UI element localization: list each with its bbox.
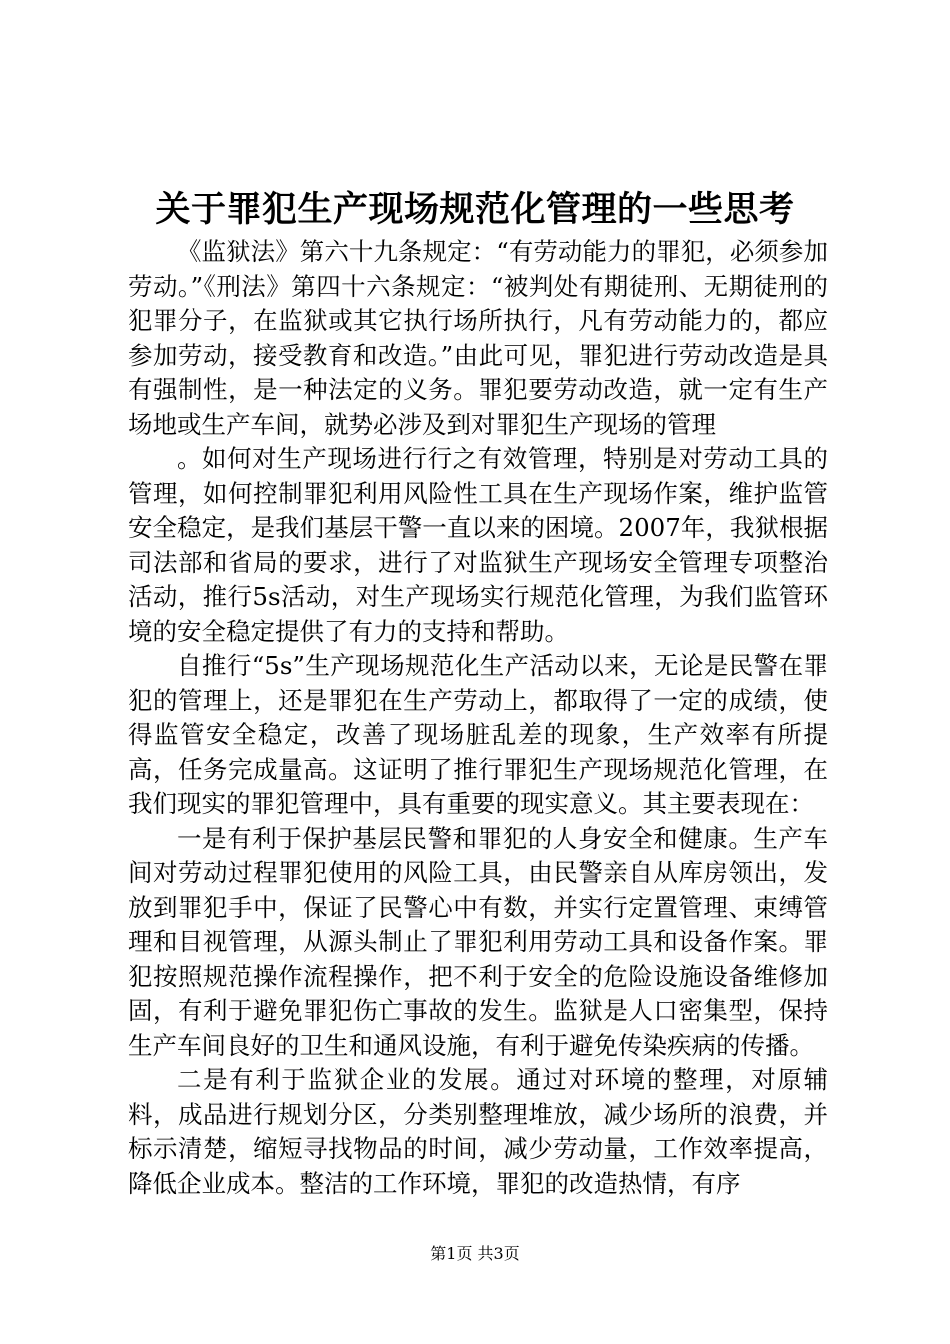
document-title: 关于罪犯生产现场规范化管理的一些思考 xyxy=(155,189,795,230)
paragraph: 自推行“5s”生产现场规范化生产活动以来，无论是民警在罪犯的管理上，还是罪犯在生产劳动上，都取得了一定的成绩，使得监管安全稳定，改善了现场脏乱差的现象，生产效率有所提高，任务完成量高。这证明了推行罪犯生产现场规范化管理，在我们现实的罪犯管理中，具有重要的现实意义。其主要表现在： xyxy=(128,651,828,818)
document-body xyxy=(128,235,828,1201)
paragraph: 二是有利于监狱企业的发展。通过对环境的整理，对原辅料，成品进行规划分区，分类别整理堆放，减少场所的浪费，并标示清楚，缩短寻找物品的时间，减少劳动量，工作效率提高，降低企业成本。整洁的工作环境，罪犯的改造热情，有序 xyxy=(128,1065,828,1198)
page-number-footer: 第1页 共3页 xyxy=(430,1244,520,1263)
paragraph: 一是有利于保护基层民警和罪犯的人身安全和健康。生产车间对劳动过程罪犯使用的风险工具，由民警亲自从库房领出，发放到罪犯手中，保证了民警心中有数，并实行定置管理、束缚管理和目视管理，从源头制止了罪犯利用劳动工具和设备作案。罪犯按照规范操作流程操作，把不利于安全的危险设施设备维修加固，有利于避免罪犯伤亡事故的发生。监狱是人口密集型，保持生产车间良好的卫生和通风设施，有利于避免传染疾病的传播。 xyxy=(128,823,828,1060)
paragraph: 。如何对生产现场进行行之有效管理，特别是对劳动工具的管理，如何控制罪犯利用风险性工具在生产现场作案，维护监管安全稳定，是我们基层干警一直以来的困境。2007年，我狱根据司法部和省局的要求，进行了对监狱生产现场安全管理专项整治活动，推行5s活动，对生产现场实行规范化管理，为我们监管环境的安全稳定提供了有力的支持和帮助。 xyxy=(128,444,828,646)
paragraph: 《监狱法》第六十九条规定：“有劳动能力的罪犯，必须参加劳动。”《刑法》第四十六条规定：“被判处有期徒刑、无期徒刑的犯罪分子，在监狱或其它执行场所执行，凡有劳动能力的，都应参加劳动，接受教育和改造。”由此可见，罪犯进行劳动改造是具有强制性，是一种法定的义务。罪犯要劳动改造，就一定有生产场地或生产车间，就势必涉及到对罪犯生产现场的管理 xyxy=(128,237,828,439)
